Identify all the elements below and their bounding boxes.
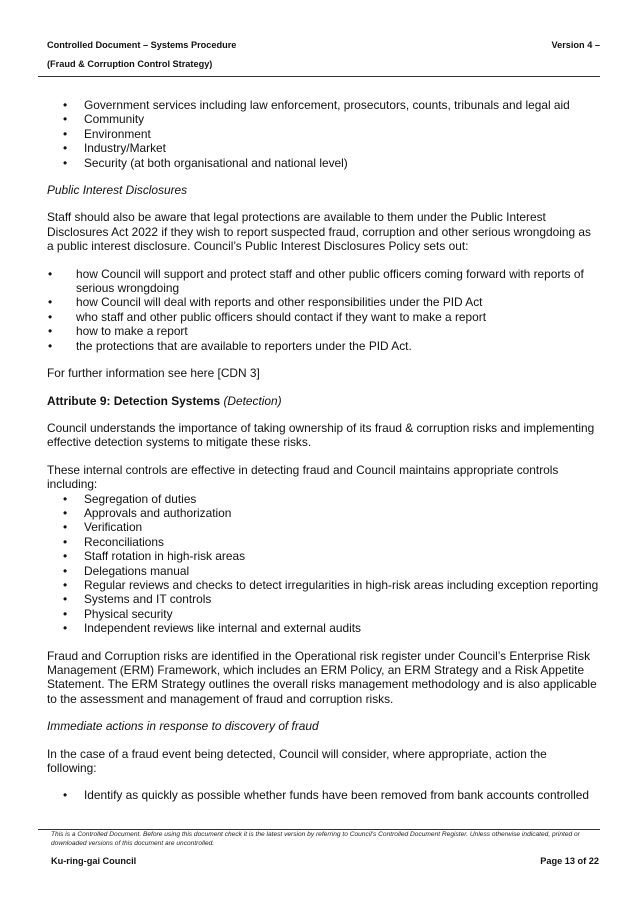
- further-info-text: For further information see here [CDN 3]: [47, 366, 260, 381]
- pid-list: [47, 267, 599, 353]
- list-item: • Verification: [47, 520, 599, 534]
- page-footer: [51, 856, 599, 866]
- attribute-heading-title: Attribute 9: Detection Systems: [47, 393, 221, 408]
- page-header: [47, 40, 600, 73]
- controls-list: [47, 492, 599, 636]
- erm-paragraph: Fraud and Corruption risks are identified in the Operational risk register under Council’s Enterprise Risk Management (ERM) Framework, which includes an ERM Policy, an ERM Strategy and a Risk Appetite Statement. The ERM Strategy outlines the overall risks management methodology and is also applicable to the assessment and management of fraud and corruption risks.: [47, 648, 597, 706]
- header-subtitle-row: [47, 59, 600, 73]
- list-item: • Regular reviews and checks to detect irregularities in high-risk areas including exception reporting: [47, 578, 599, 592]
- list-item: • Physical security: [47, 607, 599, 621]
- footer-divider: [38, 829, 600, 830]
- immediate-actions-heading: Immediate actions in response to discovery of fraud: [47, 719, 319, 734]
- organisation-name: Ku-ring-gai Council: [51, 856, 137, 866]
- list-item: • Delegations manual: [47, 564, 599, 578]
- list-item: • Community: [47, 112, 599, 126]
- list-item: • who staff and other public officers should contact if they want to make a report: [47, 310, 599, 324]
- list-item: • Identify as quickly as possible whether funds have been removed from bank accounts controlled: [47, 788, 599, 802]
- list-item: • how Council will support and protect staff and other public officers coming forward with reports of serious wrongdoing: [47, 267, 599, 296]
- document-body: [47, 98, 599, 803]
- document-version: Version 4 –: [551, 40, 600, 50]
- detection-paragraph: Council understands the importance of taking ownership of its fraud & corruption risks and implementing effective detection systems to mitigate these risks.: [47, 420, 595, 450]
- immediate-actions-list: [47, 788, 599, 802]
- header-row: [47, 40, 600, 54]
- list-item: • Systems and IT controls: [47, 592, 599, 606]
- list-item: • Environment: [47, 127, 599, 141]
- list-item: • Industry/Market: [47, 141, 599, 155]
- list-item: • how Council will deal with reports and other responsibilities under the PID Act: [47, 295, 599, 309]
- list-item: • Reconciliations: [47, 535, 599, 549]
- list-item: • Approvals and authorization: [47, 506, 599, 520]
- controlled-document-notice: This is a Controlled Document. Before using this document check it is the latest version by referring to Council’s Controlled Document Register. Unless otherwise indicated, printed or downloaded versions of this document are uncontrolled.: [51, 831, 580, 847]
- immediate-actions-paragraph: In the case of a fraud event being detected, Council will consider, where appropriate, action the following:: [47, 746, 547, 776]
- list-item: • how to make a report: [47, 324, 599, 338]
- list-item: • the protections that are available to reporters under the PID Act.: [47, 339, 599, 353]
- list-item: • Staff rotation in high-risk areas: [47, 549, 599, 563]
- attribute-heading-tag: (Detection): [223, 393, 282, 408]
- document-subtitle: (Fraud & Corruption Control Strategy): [47, 59, 213, 69]
- page-number: Page 13 of 22: [540, 856, 599, 866]
- document-title: Controlled Document – Systems Procedure: [47, 40, 237, 50]
- stakeholder-list: [47, 98, 599, 170]
- pid-paragraph: Staff should also be aware that legal protections are available to them under the Public Interest Disclosures Act 2022 if they wish to report suspected fraud, corruption and other serious wrongdoing as a public interest disclosure. Council’s Public Interest Disclosures Policy sets out:: [47, 210, 591, 254]
- attribute-heading: [47, 394, 599, 408]
- list-item: • Government services including law enforcement, prosecutors, counts, tribunals and legal aid: [47, 98, 599, 112]
- list-item: • Segregation of duties: [47, 492, 599, 506]
- header-divider: [38, 76, 600, 77]
- pid-heading: Public Interest Disclosures: [47, 183, 188, 198]
- list-item: • Independent reviews like internal and external audits: [47, 621, 599, 635]
- controls-paragraph: These internal controls are effective in detecting fraud and Council maintains appropriate controls including:: [47, 462, 559, 492]
- list-item: • Security (at both organisational and national level): [47, 156, 599, 170]
